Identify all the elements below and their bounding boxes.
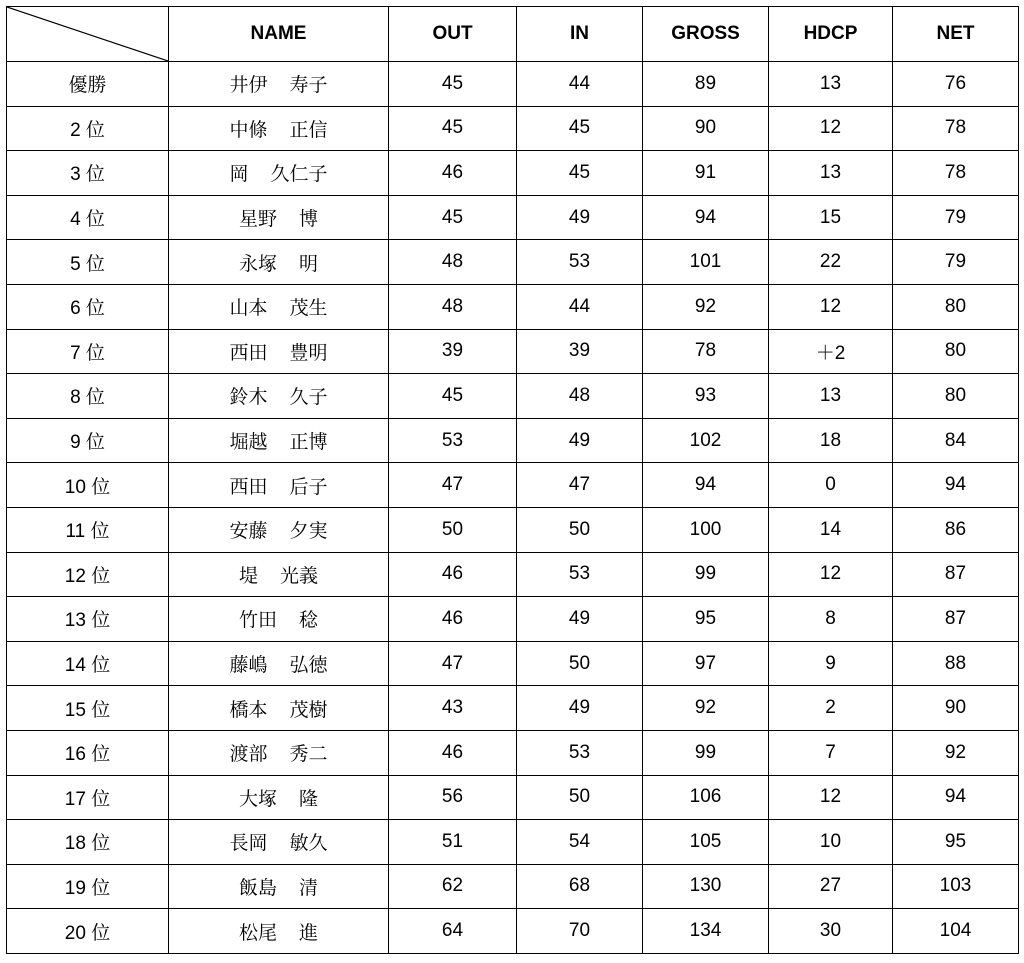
- rank-cell: 13 位: [7, 597, 169, 642]
- out-cell: 47: [389, 641, 517, 686]
- net-cell: 87: [893, 597, 1019, 642]
- family-name: 橋本: [229, 699, 268, 721]
- name-cell: [169, 418, 389, 463]
- hdcp-cell: 12: [769, 775, 893, 820]
- net-cell: 86: [893, 507, 1019, 552]
- net-cell: 92: [893, 730, 1019, 775]
- net-cell: 88: [893, 641, 1019, 686]
- results-table: [6, 6, 1019, 954]
- given-name: 豊明: [289, 342, 328, 364]
- out-cell: 45: [389, 106, 517, 151]
- in-cell: 49: [517, 686, 643, 731]
- rank-cell: 7 位: [7, 329, 169, 374]
- name-cell: [169, 463, 389, 508]
- in-cell: 50: [517, 507, 643, 552]
- name-cell: [169, 864, 389, 909]
- table-row: [7, 151, 1019, 196]
- family-name: 井伊: [229, 75, 268, 97]
- out-cell: 46: [389, 151, 517, 196]
- family-name: 山本: [229, 298, 268, 320]
- family-name: 松尾: [238, 922, 277, 944]
- given-name: 敏久: [289, 833, 328, 855]
- hdcp-cell: 9: [769, 641, 893, 686]
- name-cell: [169, 62, 389, 107]
- net-cell: 104: [893, 909, 1019, 954]
- in-cell: 70: [517, 909, 643, 954]
- in-cell: 53: [517, 730, 643, 775]
- name-cell: [169, 597, 389, 642]
- given-name: 稔: [299, 610, 319, 632]
- name-cell: [169, 284, 389, 329]
- table-row: [7, 552, 1019, 597]
- hdcp-cell: 0: [769, 463, 893, 508]
- in-cell: 44: [517, 284, 643, 329]
- hdcp-cell: 18: [769, 418, 893, 463]
- in-cell: 53: [517, 552, 643, 597]
- rank-cell: 優勝: [7, 62, 169, 107]
- rank-cell: 4 位: [7, 195, 169, 240]
- in-cell: 49: [517, 195, 643, 240]
- out-cell: 50: [389, 507, 517, 552]
- gross-cell: 134: [643, 909, 769, 954]
- family-name: 星野: [238, 209, 277, 231]
- table-row: [7, 909, 1019, 954]
- family-name: 竹田: [238, 610, 277, 632]
- gross-cell: 106: [643, 775, 769, 820]
- hdcp-cell: 30: [769, 909, 893, 954]
- given-name: 清: [299, 877, 319, 899]
- name-cell: [169, 106, 389, 151]
- name-cell: [169, 775, 389, 820]
- hdcp-cell: 12: [769, 106, 893, 151]
- given-name: 正博: [289, 432, 328, 454]
- net-cell: 103: [893, 864, 1019, 909]
- net-cell: 80: [893, 374, 1019, 419]
- name-cell: [169, 507, 389, 552]
- net-cell: 84: [893, 418, 1019, 463]
- given-name: 后子: [289, 476, 328, 498]
- net-cell: 80: [893, 329, 1019, 374]
- out-cell: 47: [389, 463, 517, 508]
- rank-cell: 20 位: [7, 909, 169, 954]
- family-name: 西田: [229, 476, 268, 498]
- net-cell: 95: [893, 820, 1019, 865]
- table-row: [7, 106, 1019, 151]
- in-cell: 49: [517, 418, 643, 463]
- table-row: [7, 418, 1019, 463]
- out-cell: 46: [389, 597, 517, 642]
- given-name: 寿子: [289, 75, 328, 97]
- net-cell: 76: [893, 62, 1019, 107]
- name-cell: [169, 151, 389, 196]
- hdcp-cell: 10: [769, 820, 893, 865]
- table-row: [7, 240, 1019, 285]
- in-cell: 47: [517, 463, 643, 508]
- header-hdcp: HDCP: [769, 7, 893, 62]
- family-name: 長岡: [229, 833, 268, 855]
- net-cell: 79: [893, 195, 1019, 240]
- in-cell: 44: [517, 62, 643, 107]
- header-in: IN: [517, 7, 643, 62]
- gross-cell: 92: [643, 284, 769, 329]
- gross-cell: 93: [643, 374, 769, 419]
- given-name: 隆: [299, 788, 319, 810]
- family-name: 西田: [229, 342, 268, 364]
- name-cell: [169, 909, 389, 954]
- header-name: NAME: [169, 7, 389, 62]
- name-cell: [169, 730, 389, 775]
- gross-cell: 95: [643, 597, 769, 642]
- net-cell: 87: [893, 552, 1019, 597]
- family-name: 鈴木: [229, 387, 268, 409]
- gross-cell: 105: [643, 820, 769, 865]
- in-cell: 45: [517, 151, 643, 196]
- table-row: [7, 597, 1019, 642]
- name-cell: [169, 329, 389, 374]
- rank-cell: 19 位: [7, 864, 169, 909]
- gross-cell: 78: [643, 329, 769, 374]
- given-name: 進: [299, 922, 319, 944]
- table-header: [7, 7, 1019, 62]
- rank-cell: 18 位: [7, 820, 169, 865]
- in-cell: 39: [517, 329, 643, 374]
- hdcp-cell: 13: [769, 151, 893, 196]
- given-name: 夕実: [289, 521, 328, 543]
- gross-cell: 99: [643, 730, 769, 775]
- net-cell: 94: [893, 775, 1019, 820]
- table-body: [7, 62, 1019, 954]
- given-name: 茂生: [289, 298, 328, 320]
- hdcp-cell: 14: [769, 507, 893, 552]
- net-cell: 80: [893, 284, 1019, 329]
- gross-cell: 99: [643, 552, 769, 597]
- name-cell: [169, 686, 389, 731]
- family-name: 岡: [229, 164, 249, 186]
- table-row: [7, 686, 1019, 731]
- header-row: [7, 7, 1019, 62]
- out-cell: 45: [389, 62, 517, 107]
- gross-cell: 92: [643, 686, 769, 731]
- header-gross: GROSS: [643, 7, 769, 62]
- out-cell: 39: [389, 329, 517, 374]
- gross-cell: 89: [643, 62, 769, 107]
- family-name: 中條: [229, 119, 268, 141]
- rank-cell: 15 位: [7, 686, 169, 731]
- gross-cell: 91: [643, 151, 769, 196]
- table-row: [7, 864, 1019, 909]
- out-cell: 51: [389, 820, 517, 865]
- rank-cell: 16 位: [7, 730, 169, 775]
- table-row: [7, 641, 1019, 686]
- given-name: 秀二: [289, 744, 328, 766]
- net-cell: 79: [893, 240, 1019, 285]
- hdcp-cell: 12: [769, 284, 893, 329]
- header-out: OUT: [389, 7, 517, 62]
- in-cell: 45: [517, 106, 643, 151]
- corner-diagonal-cell: [7, 7, 169, 62]
- rank-cell: 14 位: [7, 641, 169, 686]
- rank-cell: 9 位: [7, 418, 169, 463]
- out-cell: 56: [389, 775, 517, 820]
- table-row: [7, 62, 1019, 107]
- rank-cell: 5 位: [7, 240, 169, 285]
- table-row: [7, 730, 1019, 775]
- given-name: 弘徳: [289, 655, 328, 677]
- in-cell: 68: [517, 864, 643, 909]
- header-net: NET: [893, 7, 1019, 62]
- hdcp-cell: 12: [769, 552, 893, 597]
- gross-cell: 130: [643, 864, 769, 909]
- table-row: [7, 195, 1019, 240]
- given-name: 明: [299, 253, 319, 275]
- family-name: 渡部: [229, 744, 268, 766]
- family-name: 永塚: [238, 253, 277, 275]
- gross-cell: 101: [643, 240, 769, 285]
- name-cell: [169, 641, 389, 686]
- rank-cell: 11 位: [7, 507, 169, 552]
- out-cell: 53: [389, 418, 517, 463]
- family-name: 安藤: [229, 521, 268, 543]
- gross-cell: 90: [643, 106, 769, 151]
- table-row: [7, 284, 1019, 329]
- out-cell: 48: [389, 284, 517, 329]
- gross-cell: 94: [643, 463, 769, 508]
- rank-cell: 17 位: [7, 775, 169, 820]
- in-cell: 48: [517, 374, 643, 419]
- out-cell: 62: [389, 864, 517, 909]
- table-row: [7, 329, 1019, 374]
- rank-cell: 2 位: [7, 106, 169, 151]
- family-name: 堤: [238, 565, 258, 587]
- rank-cell: 10 位: [7, 463, 169, 508]
- gross-cell: 100: [643, 507, 769, 552]
- out-cell: 45: [389, 195, 517, 240]
- hdcp-cell: 7: [769, 730, 893, 775]
- table-row: [7, 775, 1019, 820]
- hdcp-cell: 8: [769, 597, 893, 642]
- diagonal-line: [7, 7, 168, 61]
- out-cell: 46: [389, 730, 517, 775]
- hdcp-cell: 22: [769, 240, 893, 285]
- out-cell: 48: [389, 240, 517, 285]
- hdcp-cell: 15: [769, 195, 893, 240]
- gross-cell: 94: [643, 195, 769, 240]
- out-cell: 45: [389, 374, 517, 419]
- name-cell: [169, 374, 389, 419]
- family-name: 飯島: [238, 877, 277, 899]
- given-name: 正信: [289, 119, 328, 141]
- hdcp-cell: 2: [769, 686, 893, 731]
- in-cell: 49: [517, 597, 643, 642]
- table-row: [7, 374, 1019, 419]
- net-cell: 94: [893, 463, 1019, 508]
- given-name: 博: [299, 209, 319, 231]
- given-name: 茂樹: [289, 699, 328, 721]
- in-cell: 50: [517, 641, 643, 686]
- rank-cell: 8 位: [7, 374, 169, 419]
- table-row: [7, 820, 1019, 865]
- given-name: 久子: [289, 387, 328, 409]
- in-cell: 54: [517, 820, 643, 865]
- rank-cell: 12 位: [7, 552, 169, 597]
- family-name: 藤嶋: [229, 655, 268, 677]
- hdcp-cell: ＋2: [769, 329, 893, 374]
- given-name: 久仁子: [270, 164, 328, 186]
- net-cell: 90: [893, 686, 1019, 731]
- hdcp-cell: 13: [769, 374, 893, 419]
- family-name: 大塚: [238, 788, 277, 810]
- name-cell: [169, 552, 389, 597]
- out-cell: 46: [389, 552, 517, 597]
- name-cell: [169, 240, 389, 285]
- rank-cell: 3 位: [7, 151, 169, 196]
- gross-cell: 102: [643, 418, 769, 463]
- name-cell: [169, 195, 389, 240]
- net-cell: 78: [893, 151, 1019, 196]
- out-cell: 64: [389, 909, 517, 954]
- in-cell: 53: [517, 240, 643, 285]
- family-name: 堀越: [229, 432, 268, 454]
- out-cell: 43: [389, 686, 517, 731]
- gross-cell: 97: [643, 641, 769, 686]
- net-cell: 78: [893, 106, 1019, 151]
- in-cell: 50: [517, 775, 643, 820]
- name-cell: [169, 820, 389, 865]
- given-name: 光義: [280, 565, 319, 587]
- table-row: [7, 507, 1019, 552]
- rank-cell: 6 位: [7, 284, 169, 329]
- hdcp-cell: 27: [769, 864, 893, 909]
- hdcp-cell: 13: [769, 62, 893, 107]
- table-row: [7, 463, 1019, 508]
